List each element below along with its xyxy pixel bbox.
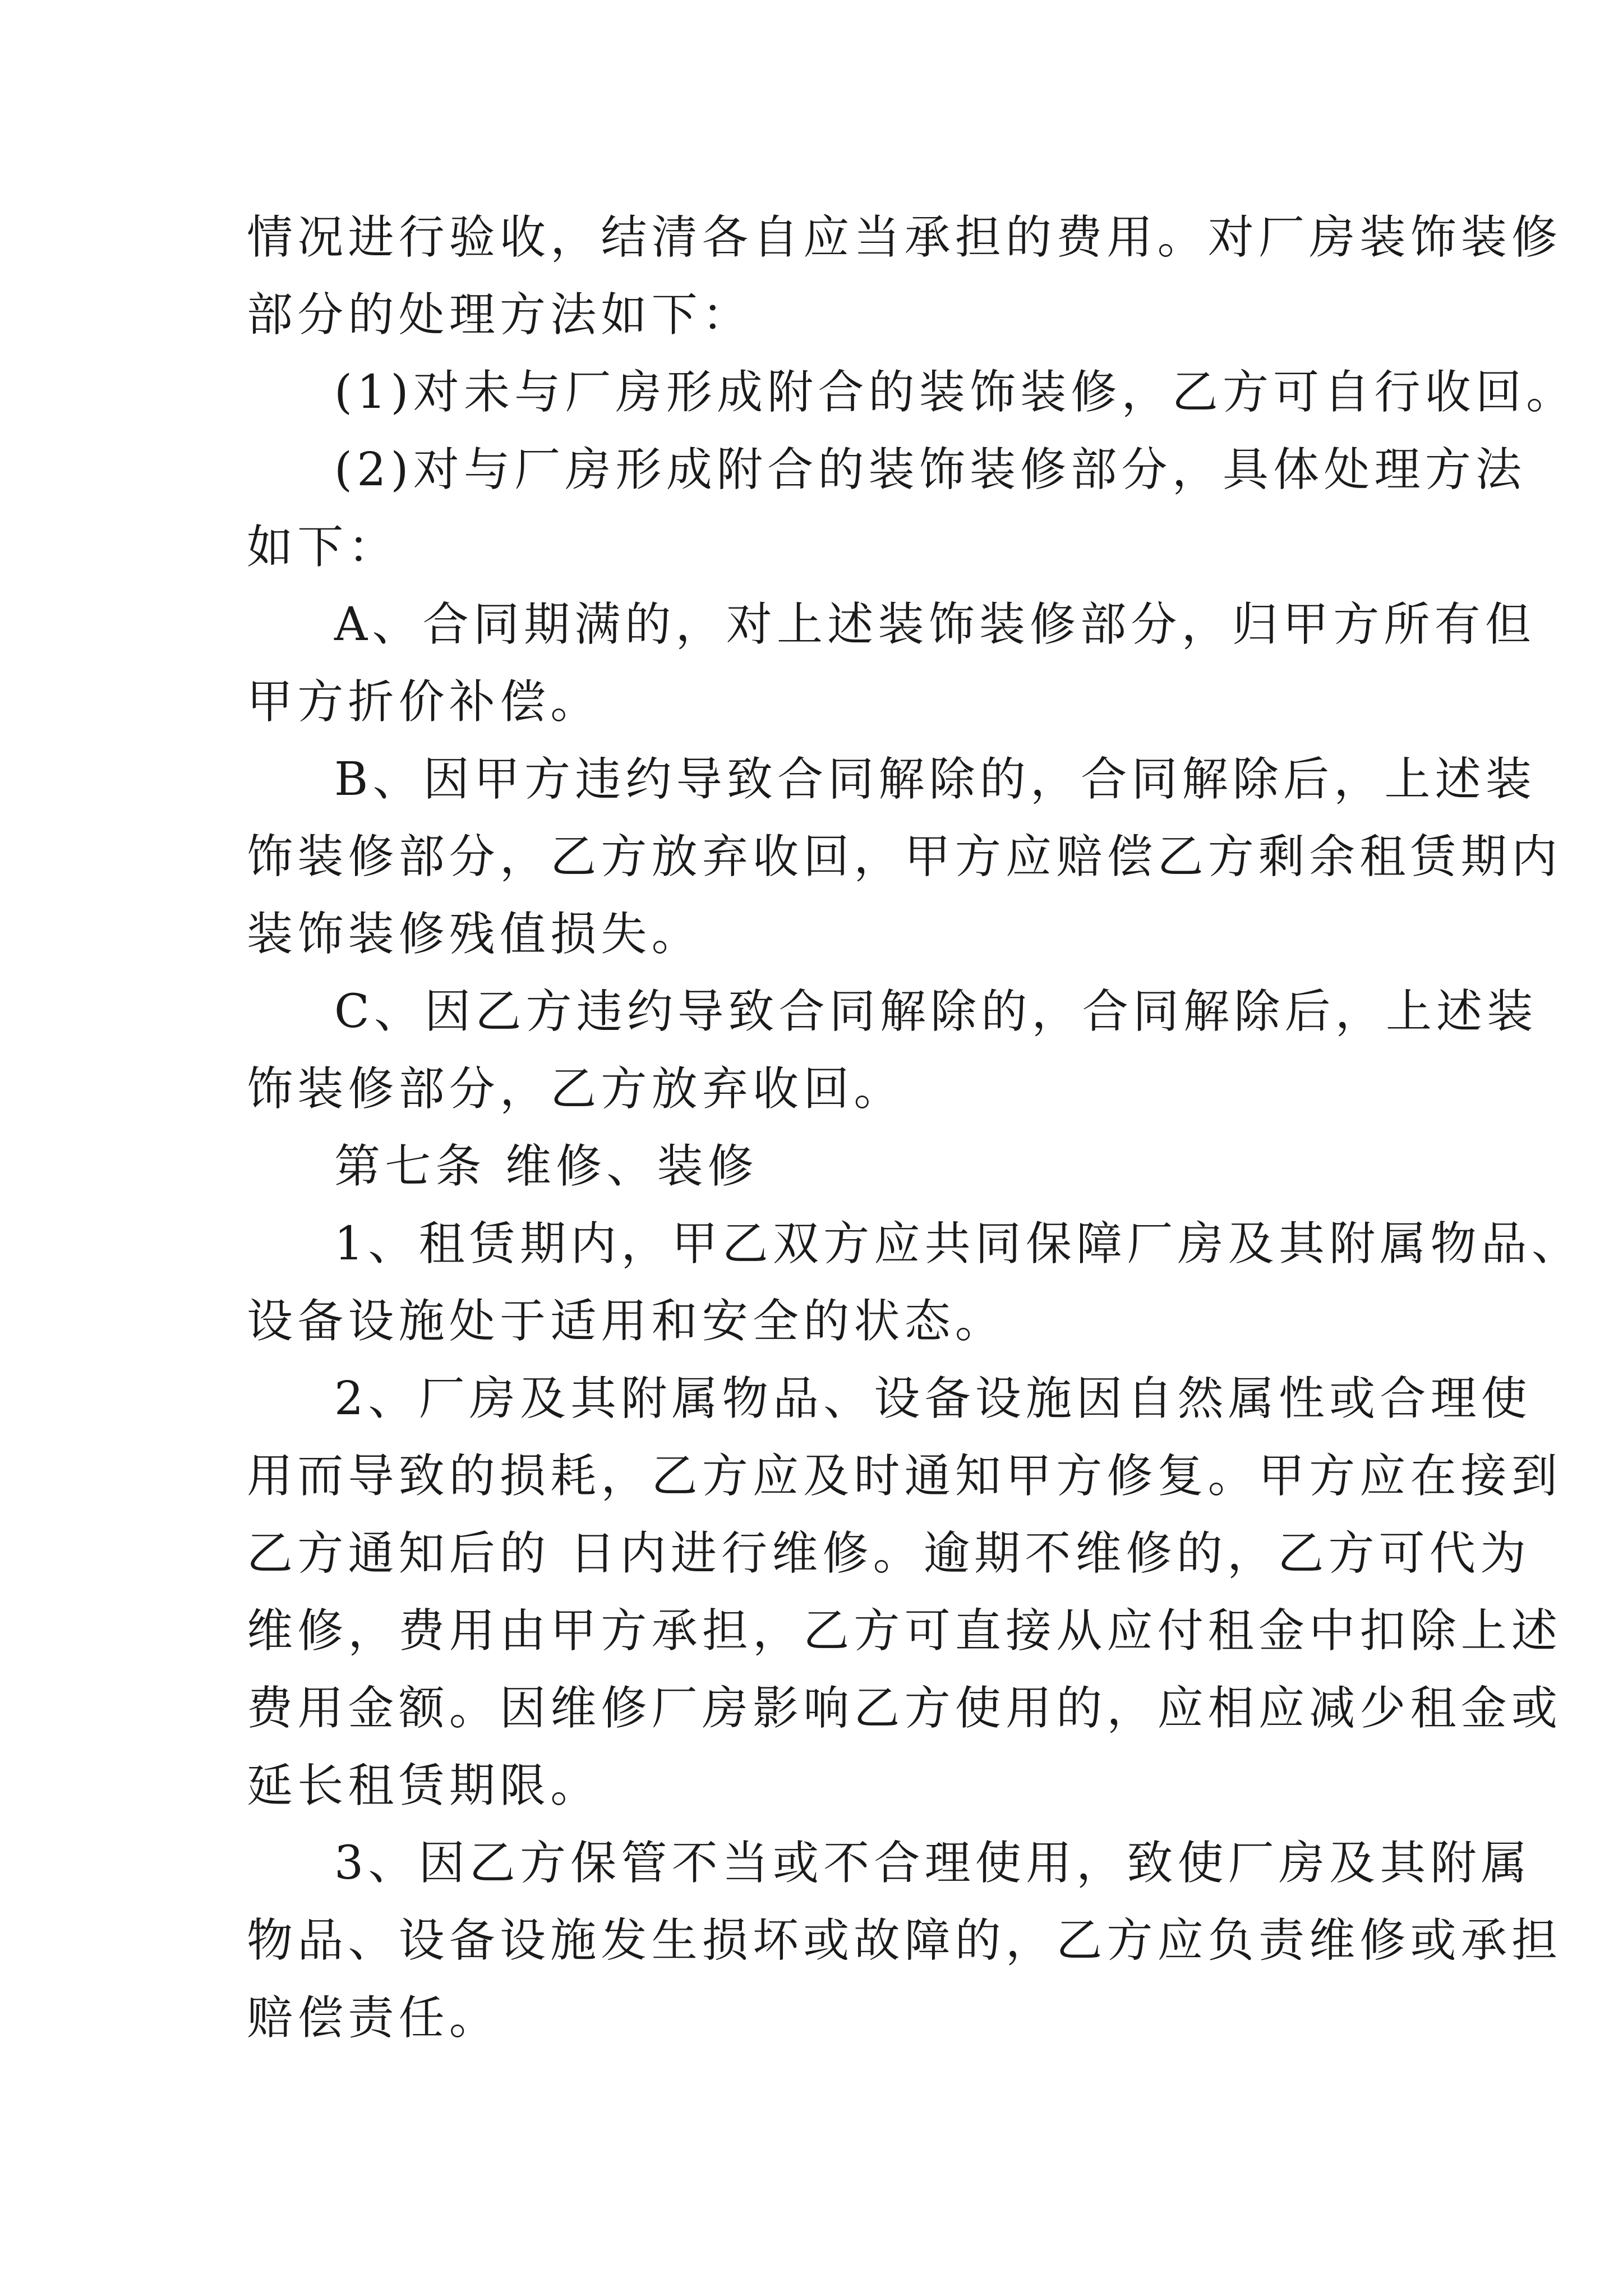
paragraph-item-2	[247, 431, 1527, 586]
text-line: 赔偿责任。	[247, 1991, 500, 2045]
text-line: 维修，费用由甲方承担，乙方可直接从应付租金中扣除上述	[247, 1604, 1562, 1658]
paragraph-item-c	[247, 973, 1538, 1128]
article-heading-7	[247, 1128, 1385, 1205]
text-line: 费用金额。因维修厂房影响乙方使用的，应相应减少租金或	[247, 1682, 1562, 1735]
text-line: 乙方通知后的 日内进行维修。逾期不维修的，乙方可代为	[247, 1527, 1531, 1580]
text-line: A、合同期满的，对上述装饰装修部分，归甲方所有但	[334, 598, 1536, 651]
document-body	[247, 199, 1583, 2057]
paragraph-item-1	[247, 354, 1577, 431]
text-line: 饰装修部分，乙方放弃收回，甲方应赔偿乙方剩余租赁期内	[247, 830, 1562, 884]
text-line: (2)对与厂房形成附合的装饰装修部分，具体处理方法	[334, 443, 1527, 496]
text-line: 延长租赁期限。	[247, 1759, 601, 1812]
text-line: 用而导致的损耗，乙方应及时通知甲方修复。甲方应在接到	[247, 1450, 1562, 1503]
text-line: 2、厂房及其附属物品、设备设施因自然属性或合理使	[334, 1372, 1532, 1425]
paragraph-clause-1	[247, 1205, 1583, 1360]
text-line: 3、因乙方保管不当或不合理使用，致使厂房及其附属	[334, 1837, 1532, 1890]
text-line: 部分的处理方法如下：	[247, 288, 753, 342]
text-line: 设备设施处于适用和安全的状态。	[247, 1295, 1006, 1348]
text-line: 饰装修部分，乙方放弃收回。	[247, 1062, 905, 1116]
article-title: 第七条 维修、装修	[334, 1140, 758, 1193]
text-line: 装饰装修残值损失。	[247, 908, 702, 961]
paragraph-item-b	[247, 741, 1562, 973]
text-line: (1)对未与厂房形成附合的装饰装修，乙方可自行收回。	[334, 366, 1577, 419]
paragraph-clause-3	[247, 1825, 1562, 2057]
text-line: 1、租赁期内，甲乙双方应共同保障厂房及其附属物品、	[334, 1217, 1583, 1271]
text-line: B、因甲方违约导致合同解除的，合同解除后，上述装	[334, 753, 1537, 806]
paragraph-clause-2	[247, 1360, 1562, 1825]
text-line: 如下：	[247, 521, 399, 574]
paragraph-acceptance-settlement	[247, 199, 1562, 354]
text-line: 物品、设备设施发生损坏或故障的，乙方应负责维修或承担	[247, 1914, 1562, 1967]
text-line: 甲方折价补偿。	[247, 675, 601, 729]
text-line: C、因乙方违约导致合同解除的，合同解除后，上述装	[334, 985, 1538, 1038]
paragraph-item-a	[247, 586, 1536, 741]
text-line: 情况进行验收，结清各自应当承担的费用。对厂房装饰装修	[247, 211, 1562, 264]
